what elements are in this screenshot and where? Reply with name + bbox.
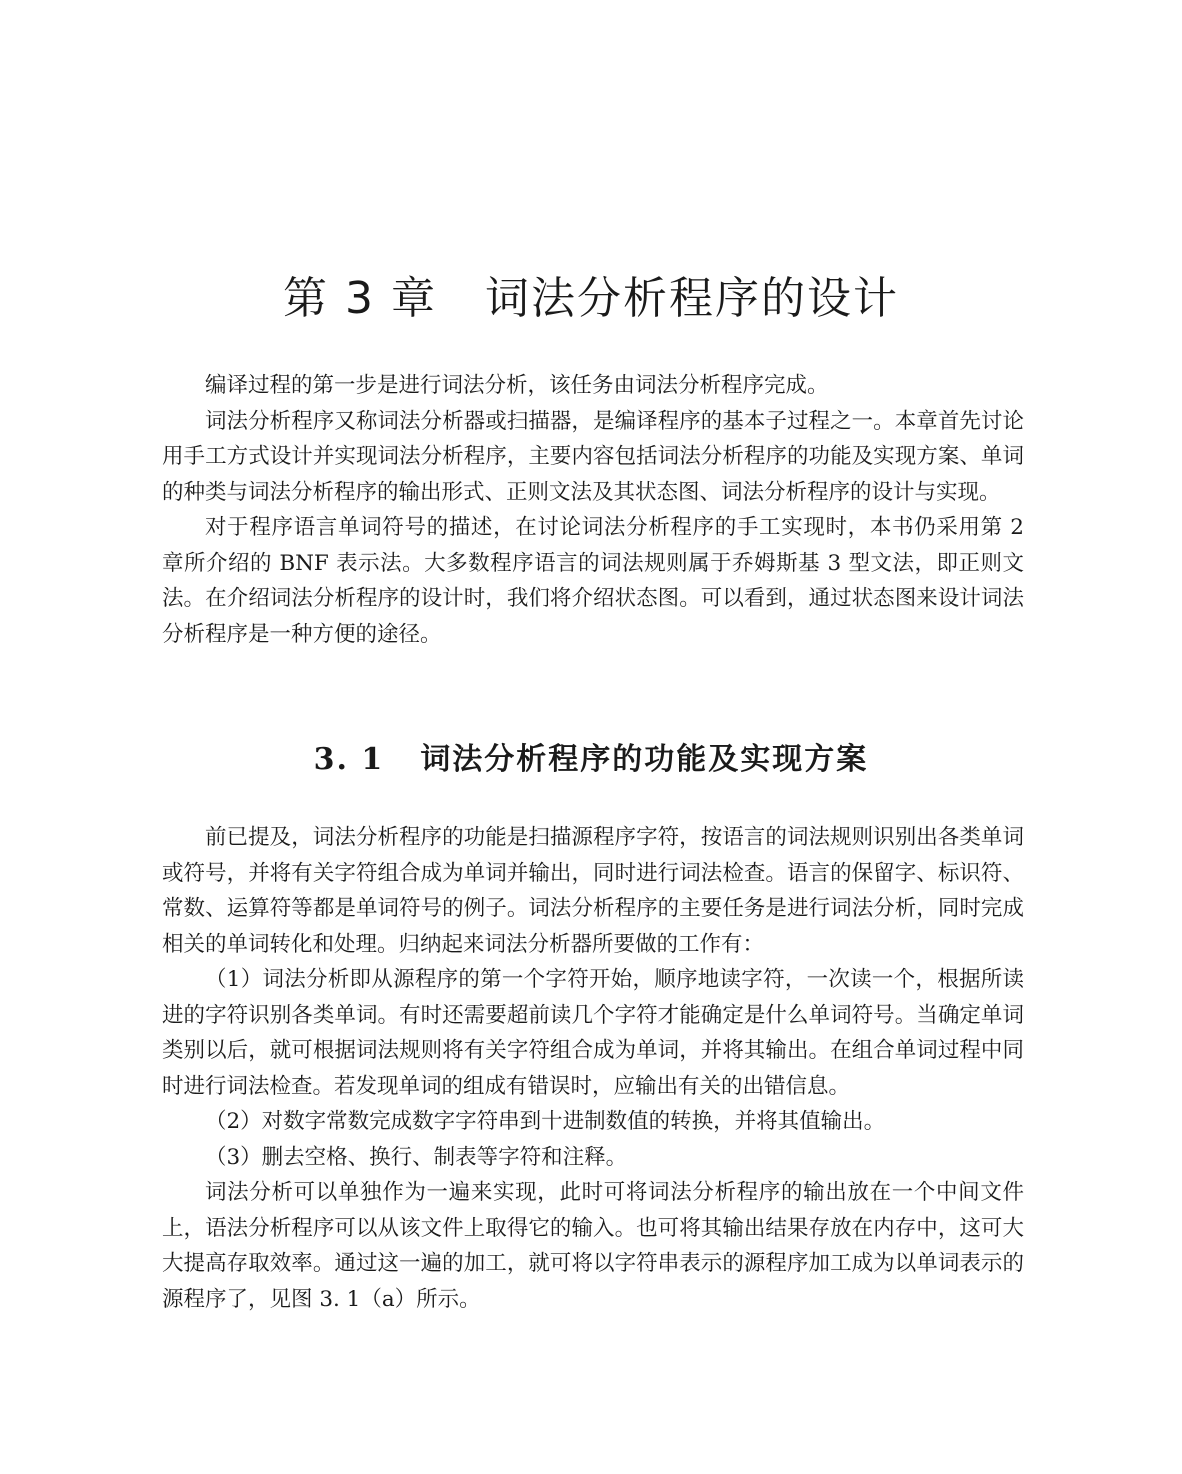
chapter-title (0, 262, 1182, 326)
body-paragraph: 词法分析可以单独作为一遍来实现，此时可将词法分析程序的输出放在一个中间文件上，语法分析程序可以从该文件上取得它的输入。也可将其输出结果存放在内存中，这可大大提高存取效率。通过这一遍的加工，就可将以字符串表示的源程序加工成为以单词表示的源程序了，见图 3. 1（a）所示。 (162, 1180, 1024, 1312)
chapter-intro (162, 368, 1024, 652)
intro-paragraph: 编译过程的第一步是进行词法分析，该任务由词法分析程序完成。 (205, 373, 829, 398)
list-item-1: （1）词法分析即从源程序的第一个字符开始，顺序地读字符，一次读一个，根据所读进的字符识别各类单词。有时还需要超前读几个字符才能确定是什么单词符号。当确定单词类别以后，就可根据词法规则将有关字符组合成为单词，并将其输出。在组合单词过程中同时进行词法检查。若发现单词的组成有错误时，应输出有关的出错信息。 (162, 967, 1024, 1099)
section-name: 词法分析程序的功能及实现方案 (420, 742, 869, 777)
section-heading (0, 734, 1182, 778)
section-body (162, 820, 1024, 1317)
chapter-number: 第 3 章 (283, 273, 437, 324)
section-number: 3. 1 (313, 742, 385, 777)
body-paragraph: 前已提及，词法分析程序的功能是扫描源程序字符，按语言的词法规则识别出各类单词或符号，并将有关字符组合成为单词并输出，同时进行词法检查。语言的保留字、标识符、常数、运算符等都是单词符号的例子。词法分析程序的主要任务是进行词法分析，同时完成相关的单词转化和处理。归纳起来词法分析器所要做的工作有： (162, 825, 1024, 957)
intro-paragraph: 对于程序语言单词符号的描述，在讨论词法分析程序的手工实现时，本书仍采用第 2 章所介绍的 BNF 表示法。大多数程序语言的词法规则属于乔姆斯基 3 型文法，即正则文法。在介绍词法分析程序的设计时，我们将介绍状态图。可以看到，通过状态图来设计词法分析程序是一种方便的途径。 (162, 515, 1024, 647)
chapter-name: 词法分析程序的设计 (484, 273, 899, 324)
list-item-2: （2）对数字常数完成数字字符串到十进制数值的转换，并将其值输出。 (205, 1109, 886, 1134)
list-item-3: （3）删去空格、换行、制表等字符和注释。 (205, 1144, 628, 1170)
intro-paragraph: 词法分析程序又称词法分析器或扫描器，是编译程序的基本子过程之一。本章首先讨论用手工方式设计并实现词法分析程序，主要内容包括词法分析程序的功能及实现方案、单词的种类与词法分析程序的输出形式、正则文法及其状态图、词法分析程序的设计与实现。 (162, 408, 1024, 505)
